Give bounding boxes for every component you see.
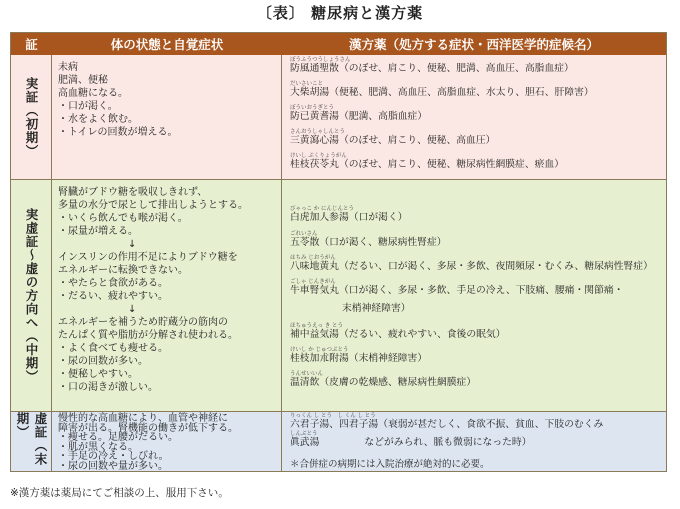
symptom-line: 高血糖になる。 xyxy=(58,88,128,99)
symptom-line: ・尿量が増える。 xyxy=(58,226,138,237)
header-kampo: 漢方薬（処方する症状・西洋医学的症候名） xyxy=(282,33,666,55)
symptom-line: ・口の渇きが激しい。 xyxy=(58,382,158,393)
symptom-line: ・水をよく飲む。 xyxy=(58,114,138,125)
kampo-item-cont: 末梢神経障害） xyxy=(342,303,411,314)
symptom-line: 多量の水分で尿として排出しようとする。 xyxy=(58,200,248,211)
symptom-line: エネルギーに転換できない。 xyxy=(58,265,188,276)
footnote: ＊合併症の病期には入院治療が絶対的に必要。 xyxy=(290,459,490,470)
symptom-line: ・尿の回数が多い。 xyxy=(58,356,148,367)
kampo-table xyxy=(10,32,667,472)
kampo-item: だいさいこと 大柴胡湯（便秘、肥満、高血圧、高脂血症、水太り、胆石、肝障害） xyxy=(290,81,594,98)
row-middle xyxy=(11,180,666,412)
symptom-line: ・痩せる。足腰がだるい。 xyxy=(58,432,178,443)
kampo-item: ほちゅうえっ き とう 補中益気湯（だるい、疲れやすい、食後の眠気） xyxy=(290,323,506,340)
symptom-line: 障害が出る。腎機能の働きが低下する。 xyxy=(58,422,238,434)
stage-label-late: 虚証（末期） xyxy=(15,412,48,466)
kampo-item: さんおうしゃしんとう 三黄瀉心湯（のぼせ、肩こり、便秘、高血圧） xyxy=(290,129,496,146)
header-symptoms: 体の状態と自覚症状 xyxy=(52,33,283,55)
symptom-line: ・肌が黒くなる。 xyxy=(58,441,138,453)
row-early xyxy=(11,55,666,180)
symptom-line: ・便秘しやすい。 xyxy=(58,369,138,380)
symptom-line: ・口が渇く。 xyxy=(58,101,118,112)
header-sho: 証 xyxy=(11,33,53,55)
kampo-item: びゃっこ か にんじんとう 白虎加人参湯（口が渇く） xyxy=(290,206,408,223)
row-late xyxy=(11,412,666,471)
kampo-item: りっくん し とう し くん し とう 六君子湯、四君子湯（衰弱が甚だしく、食欲不振、貧血、下肢のむくみ xyxy=(290,413,604,430)
symptom-line: ・だるい、疲れやすい。 xyxy=(58,291,168,302)
symptom-line: 肥満、便秘 xyxy=(58,75,108,86)
kampo-item: うんせいいん 温清飲（皮膚の乾燥感、糖尿病性網膜症） xyxy=(290,371,477,388)
kampo-item: ぼうふうつうしょうさん 防風通聖散（のぼせ、肩こり、便秘、肥満、高血圧、高脂血症） xyxy=(290,57,574,74)
symptom-line: たんぱく質や脂肪が分解され使われる。 xyxy=(58,330,238,341)
footer-note: ※漢方薬は薬局にてご相談の上、服用下さい。 xyxy=(10,487,229,499)
symptom-line: エネルギーを補うため貯蔵分の筋肉の xyxy=(58,317,228,328)
symptom-line: 慢性的な高血糖により、血管や神経に xyxy=(58,413,228,424)
symptom-line: ・手足の冷え・しびれ。 xyxy=(58,451,169,462)
symptom-line: ・よく食べても痩せる。 xyxy=(58,343,168,354)
symptom-line: インスリンの作用不足によりブドウ糖を xyxy=(58,252,238,263)
kampo-item: ぼういおうぎとう 防已黄耆湯（肥満、高脂血症） xyxy=(290,105,428,122)
kampo-item: けいし ぶくりょうがん 桂枝茯苓丸（のぼせ、肩こり、便秘、糖尿病性網膜症、瘀血） xyxy=(290,153,565,170)
arrow-down: ↓ xyxy=(128,239,137,250)
kampo-item: しんぶとう 眞武湯 などがみられ、脈も微弱になった時） xyxy=(290,431,532,448)
symptom-line: ・いくら飲んでも喉が渇く。 xyxy=(58,213,188,224)
kampo-item: ごれいさん 五苓散（口が渇く、糖尿病性腎症） xyxy=(290,231,447,248)
kampo-item: はちみ じおうがん 八味地黄丸（だるい、口が渇く、多尿・多飲、夜間頻尿・むくみ、糖尿病性腎症） xyxy=(290,255,653,272)
stage-label-middle: 実虚証〜虚の方向へ（中期） xyxy=(24,207,39,384)
stage-label-early: 実証（初期） xyxy=(24,76,39,158)
symptom-line: ・やたらと食欲がある。 xyxy=(58,278,168,289)
table-title: 〔表〕 糖尿病と漢方薬 xyxy=(256,4,424,22)
symptom-line: ・尿の回数や量が多い。 xyxy=(58,460,168,472)
symptom-line: 腎臓がブドウ糖を吸収しきれず、 xyxy=(58,187,208,198)
symptom-line: 未病 xyxy=(58,62,78,73)
symptom-line: ・トイレの回数が増える。 xyxy=(58,127,178,138)
arrow-down: ↓ xyxy=(128,304,137,315)
kampo-item: けいし か じゅつぶとう 桂枝加朮附湯（末梢神経障害） xyxy=(290,347,428,364)
kampo-item: ごしゃ じんきがん 牛車腎気丸（口が渇く、多尿・多飲、手足の冷え、下肢痛、腰痛・関節痛・ xyxy=(290,279,624,296)
